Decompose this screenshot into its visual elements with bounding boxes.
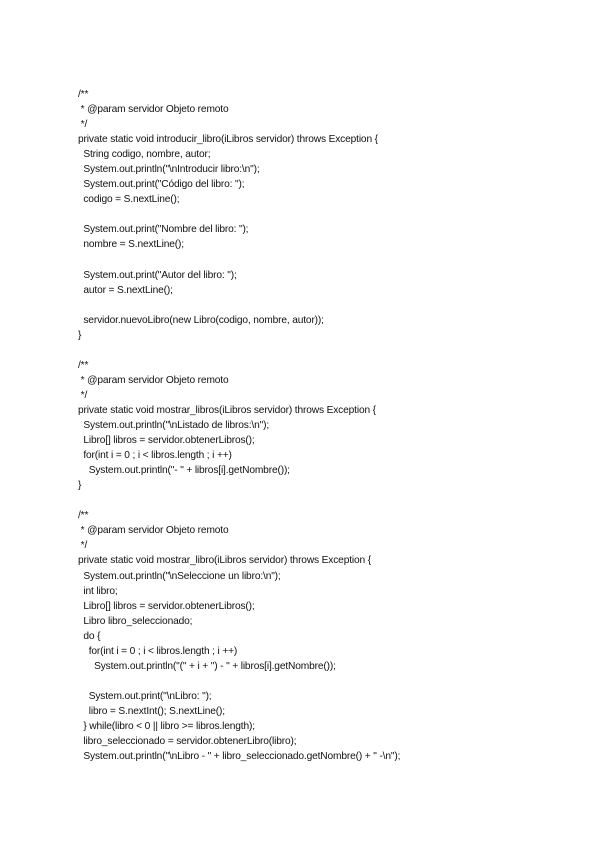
code-line <box>78 343 578 358</box>
code-line: servidor.nuevoLibro(new Libro(codigo, nombre, autor)); <box>78 314 324 326</box>
code-line: Libro libro_seleccionado; <box>78 615 193 627</box>
code-line: } <box>78 480 82 492</box>
code-line: */ <box>78 389 88 401</box>
code-line: System.out.print("Autor del libro: "); <box>78 269 237 281</box>
code-line: System.out.print("Nombre del libro: "); <box>78 224 249 236</box>
code-line <box>78 253 578 268</box>
code-line <box>78 207 578 222</box>
code-line: /** <box>78 89 89 100</box>
code-line: * @param servidor Objeto remoto <box>78 525 229 537</box>
code-line <box>78 674 578 689</box>
code-line: /** <box>78 510 89 522</box>
code-line: String codigo, nombre, autor; <box>78 149 211 161</box>
code-line: */ <box>78 540 88 552</box>
code-line: */ <box>78 119 88 131</box>
code-line: private static void introducir_libro(iLibros servidor) throws Exception { <box>78 134 378 146</box>
code-line: Libro[] libros = servidor.obtenerLibros(); <box>78 435 255 447</box>
code-line: do { <box>78 630 101 642</box>
code-line: libro_seleccionado = servidor.obtenerLibro(libro); <box>78 736 297 748</box>
code-line <box>78 298 578 313</box>
code-line: /** <box>78 359 89 371</box>
code-line: System.out.println("- " + libros[i].getNombre()); <box>78 465 290 477</box>
code-line: codigo = S.nextLine(); <box>78 194 180 206</box>
code-line: System.out.println("\nIntroducir libro:\n"); <box>78 164 260 176</box>
code-line: System.out.println("(" + i + ") - " + libros[i].getNombre()); <box>78 660 336 672</box>
code-line: libro = S.nextInt(); S.nextLine(); <box>78 705 225 717</box>
code-line: System.out.println("\nSeleccione un libro:\n"); <box>78 570 281 582</box>
code-line: private static void mostrar_libros(iLibros servidor) throws Exception { <box>78 404 376 416</box>
code-block <box>78 87 578 764</box>
code-line: int libro; <box>78 585 118 597</box>
code-line: System.out.print("Código del libro: "); <box>78 179 245 191</box>
code-line: nombre = S.nextLine(); <box>78 239 184 251</box>
code-line: autor = S.nextLine(); <box>78 284 173 296</box>
code-line: * @param servidor Objeto remoto <box>78 374 229 386</box>
code-line: * @param servidor Objeto remoto <box>78 104 229 116</box>
code-line: } <box>78 329 82 341</box>
code-line <box>78 493 578 508</box>
code-line: System.out.println("\nLibro - " + libro_seleccionado.getNombre() + " -\n"); <box>78 751 401 763</box>
code-line: for(int i = 0 ; i < libros.length ; i ++) <box>78 645 238 657</box>
code-line: System.out.print("\nLibro: "); <box>78 690 212 702</box>
code-line: for(int i = 0 ; i < libros.length ; i ++) <box>78 450 232 462</box>
code-line: } while(libro < 0 || libro >= libros.length); <box>78 720 255 732</box>
code-line: System.out.println("\nListado de libros:\n"); <box>78 420 270 432</box>
code-line: private static void mostrar_libro(iLibros servidor) throws Exception { <box>78 555 371 567</box>
code-line: Libro[] libros = servidor.obtenerLibros(); <box>78 600 255 612</box>
